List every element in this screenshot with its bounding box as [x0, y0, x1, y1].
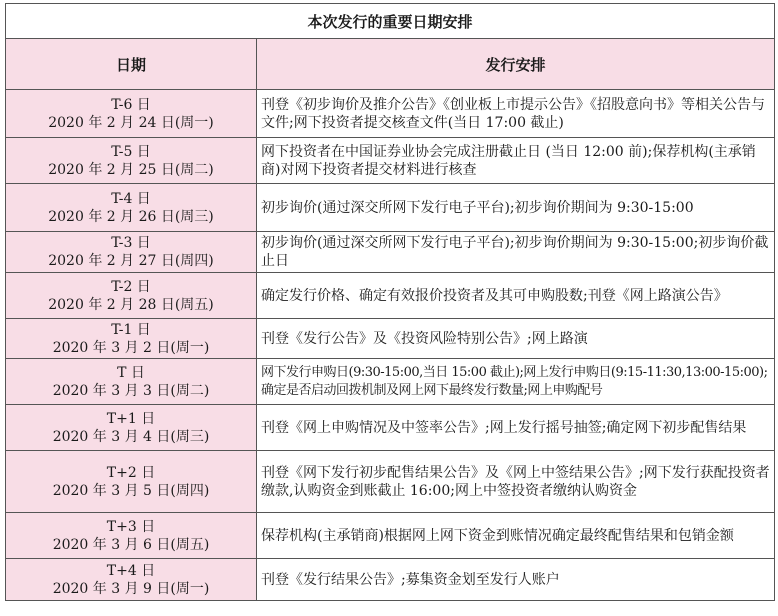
date-cell: [6, 184, 257, 232]
trade-day: T-6 日: [111, 96, 151, 113]
table-title: 本次发行的重要日期安排: [6, 4, 775, 39]
arrangement-column-header: 发行安排: [257, 39, 775, 90]
trade-day: T-5 日: [111, 143, 151, 160]
trade-day: T+2 日: [106, 464, 156, 481]
calendar-date: 2020 年 2 月 24 日(周一): [48, 114, 214, 131]
trade-day: T-1 日: [111, 321, 151, 338]
arrangement-cell: 保荐机构(主承销商)根据网上网下资金到账情况确定最终配售结果和包销金额: [257, 513, 775, 559]
calendar-date: 2020 年 3 月 6 日(周五): [52, 536, 210, 553]
table-row: [6, 90, 775, 138]
table-row: [6, 232, 775, 273]
arrangement-cell: 刊登《网下发行初步配售结果公告》及《网上中签结果公告》;网下发行获配投资者缴款,认购资金到账截止 16:00;网上中签投资者缴纳认购资金: [257, 451, 775, 513]
date-cell: [6, 138, 257, 184]
date-cell: [6, 405, 257, 451]
table-row: [6, 451, 775, 513]
calendar-date: 2020 年 2 月 28 日(周五): [48, 296, 214, 313]
arrangement-cell: 网下发行申购日(9:30-15:00,当日 15:00 截止);网上发行申购日(9:15-11:30,13:00-15:00);确定是否启动回拨机制及网上网下最终发行数量;网上申购配号: [257, 359, 775, 405]
calendar-date: 2020 年 3 月 4 日(周三): [52, 428, 210, 445]
table-row: [6, 319, 775, 359]
date-cell: [6, 359, 257, 405]
date-cell: [6, 90, 257, 138]
calendar-date: 2020 年 3 月 2 日(周一): [52, 339, 210, 356]
date-cell: [6, 513, 257, 559]
date-cell: [6, 451, 257, 513]
trade-day: T+4 日: [106, 562, 156, 579]
calendar-date: 2020 年 3 月 9 日(周一): [52, 580, 210, 597]
trade-day: T-3 日: [111, 235, 151, 251]
date-cell: [6, 319, 257, 359]
trade-day: T-4 日: [111, 190, 151, 207]
calendar-date: 2020 年 3 月 5 日(周四): [52, 482, 210, 499]
date-cell: [6, 232, 257, 273]
arrangement-cell: 刊登《发行公告》及《投资风险特别公告》;网上路演: [257, 319, 775, 359]
date-cell: [6, 559, 257, 601]
table-row: [6, 513, 775, 559]
table-row: [6, 405, 775, 451]
calendar-date: 2020 年 2 月 25 日(周二): [48, 161, 214, 178]
arrangement-cell: 初步询价(通过深交所网下发行电子平台);初步询价期间为 9:30-15:00;初步询价截止日: [257, 232, 775, 273]
arrangement-cell: 初步询价(通过深交所网下发行电子平台);初步询价期间为 9:30-15:00: [257, 184, 775, 232]
table-row: [6, 184, 775, 232]
trade-day: T+1 日: [106, 410, 156, 427]
arrangement-cell: 网下投资者在中国证券业协会完成注册截止日 (当日 12:00 前);保荐机构(主承销商)对网下投资者提交材料进行核查: [257, 138, 775, 184]
table-row: [6, 273, 775, 319]
trade-day: T 日: [117, 364, 145, 381]
calendar-date: 2020 年 3 月 3 日(周二): [52, 382, 210, 399]
date-column-header: 日期: [6, 39, 257, 90]
table-row: [6, 138, 775, 184]
schedule-table: [5, 3, 775, 601]
trade-day: T+3 日: [106, 518, 156, 535]
arrangement-cell: 刊登《网上申购情况及中签率公告》;网上发行摇号抽签;确定网下初步配售结果: [257, 405, 775, 451]
table-row: [6, 359, 775, 405]
calendar-date: 2020 年 2 月 26 日(周三): [48, 208, 214, 225]
arrangement-cell: 刊登《初步询价及推介公告》《创业板上市提示公告》《招股意向书》等相关公告与文件;网下投资者提交核查文件(当日 17:00 截止): [257, 90, 775, 138]
calendar-date: 2020 年 2 月 27 日(周四): [48, 253, 214, 269]
header-row: [6, 39, 775, 90]
arrangement-cell: 确定发行价格、确定有效报价投资者及其可申购股数;刊登《网上路演公告》: [257, 273, 775, 319]
arrangement-cell: 刊登《发行结果公告》;募集资金划至发行人账户: [257, 559, 775, 601]
trade-day: T-2 日: [111, 278, 151, 295]
date-cell: [6, 273, 257, 319]
table-row: [6, 559, 775, 601]
